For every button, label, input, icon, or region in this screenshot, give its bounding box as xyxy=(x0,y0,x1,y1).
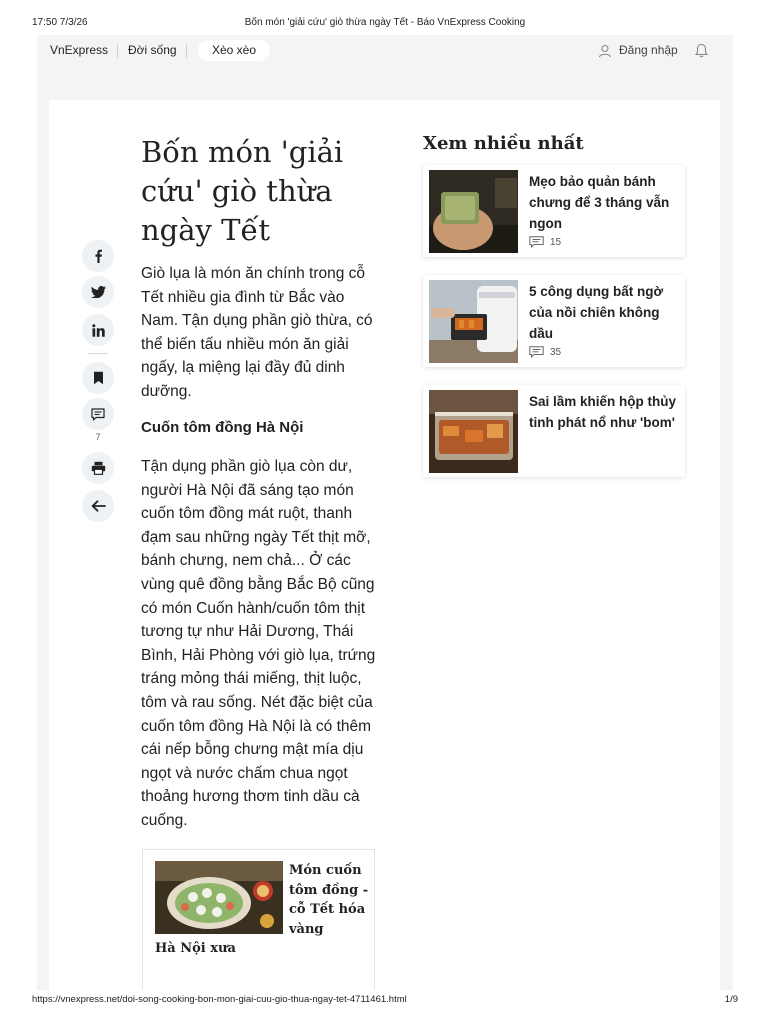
print-header xyxy=(32,17,738,31)
most-read-comment-meta[interactable] xyxy=(529,345,561,359)
top-navigation-bar xyxy=(37,35,733,65)
comment-count: 7 xyxy=(95,432,101,442)
article-title: Bốn món 'giải cứu' giò thừa ngày Tết xyxy=(141,135,344,247)
most-read-title[interactable]: 5 công dụng bất ngờ của nồi chiên không dầu xyxy=(529,284,664,341)
share-twitter-button[interactable] xyxy=(82,276,114,308)
most-read-comment-meta[interactable] xyxy=(529,235,561,249)
most-read-thumbnail[interactable] xyxy=(429,170,518,253)
facebook-icon xyxy=(92,249,104,263)
linkedin-icon xyxy=(92,324,105,337)
most-read-heading: Xem nhiều nhất xyxy=(423,133,584,154)
related-article-title-continued[interactable]: Hà Nội xưa xyxy=(155,941,236,956)
article-body-paragraph: Tận dụng phần giò lụa còn dư, người Hà Nội đã sáng tạo món cuốn tôm đồng mát ruột, thanh đạm sau những ngày Tết thịt mỡ, bánh chưng, nem chả... Ở các vùng quê đồng bằng Bắc Bộ cũng có món Cuốn hành/cuốn tôm thịt tương tự như Hải Dương, Thái Bình, Hải Phòng với giò lụa, trứng tráng mỏng thái miếng, thịt luộc, tôm và rau sống. Nét đặc biệt của cuốn tôm đồng Hà Nội là có thêm cái nếp bỗng chưng mật mía dịu ngọt và nước chấm chua ngọt thoảng hương thơm tinh dầu cà cuống. xyxy=(141,458,376,829)
article-page xyxy=(49,100,720,990)
section-heading: Cuốn tôm đồng Hà Nội xyxy=(141,419,304,436)
print-footer xyxy=(32,994,738,1008)
print-icon xyxy=(91,461,106,475)
login-link[interactable]: Đăng nhập xyxy=(619,43,678,57)
most-read-thumbnail[interactable] xyxy=(429,390,518,473)
user-icon[interactable] xyxy=(598,44,612,58)
comment-icon xyxy=(529,236,544,248)
breadcrumb-divider xyxy=(117,44,118,58)
most-read-comment-count: 35 xyxy=(550,346,562,358)
article-lead: Giò lụa là món ăn chính trong cỗ Tết nhiều gia đình từ Bắc vào Nam. Tận dụng phần giò thừa, có thể biến tấu nhiều món ăn giải ngấy, lạ miệng lại đầy đủ dinh dưỡng. xyxy=(141,265,373,400)
most-read-item[interactable] xyxy=(423,165,685,257)
breadcrumb-home-link[interactable]: VnExpress xyxy=(50,43,109,57)
comment-icon xyxy=(529,346,544,358)
twitter-icon xyxy=(91,286,106,298)
back-button[interactable] xyxy=(82,490,114,522)
print-url: https://vnexpress.net/doi-song-cooking-bon-mon-giai-cuu-gio-thua-ngay-tet-4711461.html xyxy=(32,994,407,1005)
share-facebook-button[interactable] xyxy=(82,240,114,272)
breadcrumb-category-link[interactable]: Đời sống xyxy=(128,43,177,57)
bookmark-icon xyxy=(93,371,104,385)
most-read-title[interactable]: Sai lầm khiến hộp thủy tinh phát nổ như 'bom' xyxy=(529,394,677,430)
comment-icon xyxy=(91,408,105,421)
save-bookmark-button[interactable] xyxy=(82,362,114,394)
share-linkedin-button[interactable] xyxy=(82,314,114,346)
most-read-thumbnail[interactable] xyxy=(429,280,518,363)
related-article-thumbnail[interactable] xyxy=(155,861,283,934)
print-datetime: 17:50 7/3/26 xyxy=(32,17,88,28)
print-button[interactable] xyxy=(82,452,114,484)
most-read-item[interactable] xyxy=(423,385,685,477)
most-read-title[interactable]: Mẹo bảo quản bánh chưng để 3 tháng vẫn ngon xyxy=(529,174,670,231)
bell-icon[interactable] xyxy=(694,43,709,58)
back-arrow-icon xyxy=(91,500,106,512)
breadcrumb-subcategory-pill[interactable]: Xèo xèo xyxy=(198,40,270,61)
related-article-title[interactable]: Món cuốn tôm đồng - cỗ Tết hóa vàng xyxy=(289,863,369,937)
share-divider xyxy=(88,353,108,354)
most-read-item[interactable] xyxy=(423,275,685,367)
related-article-card[interactable] xyxy=(142,849,375,990)
print-page-title: Bốn món 'giải cứu' giò thừa ngày Tết - Báo VnExpress Cooking xyxy=(244,17,526,28)
breadcrumb-divider xyxy=(186,44,187,58)
page-viewport xyxy=(37,35,733,990)
most-read-comment-count: 15 xyxy=(550,236,562,248)
comment-button[interactable] xyxy=(82,398,114,430)
print-page-number: 1/9 xyxy=(724,994,738,1005)
